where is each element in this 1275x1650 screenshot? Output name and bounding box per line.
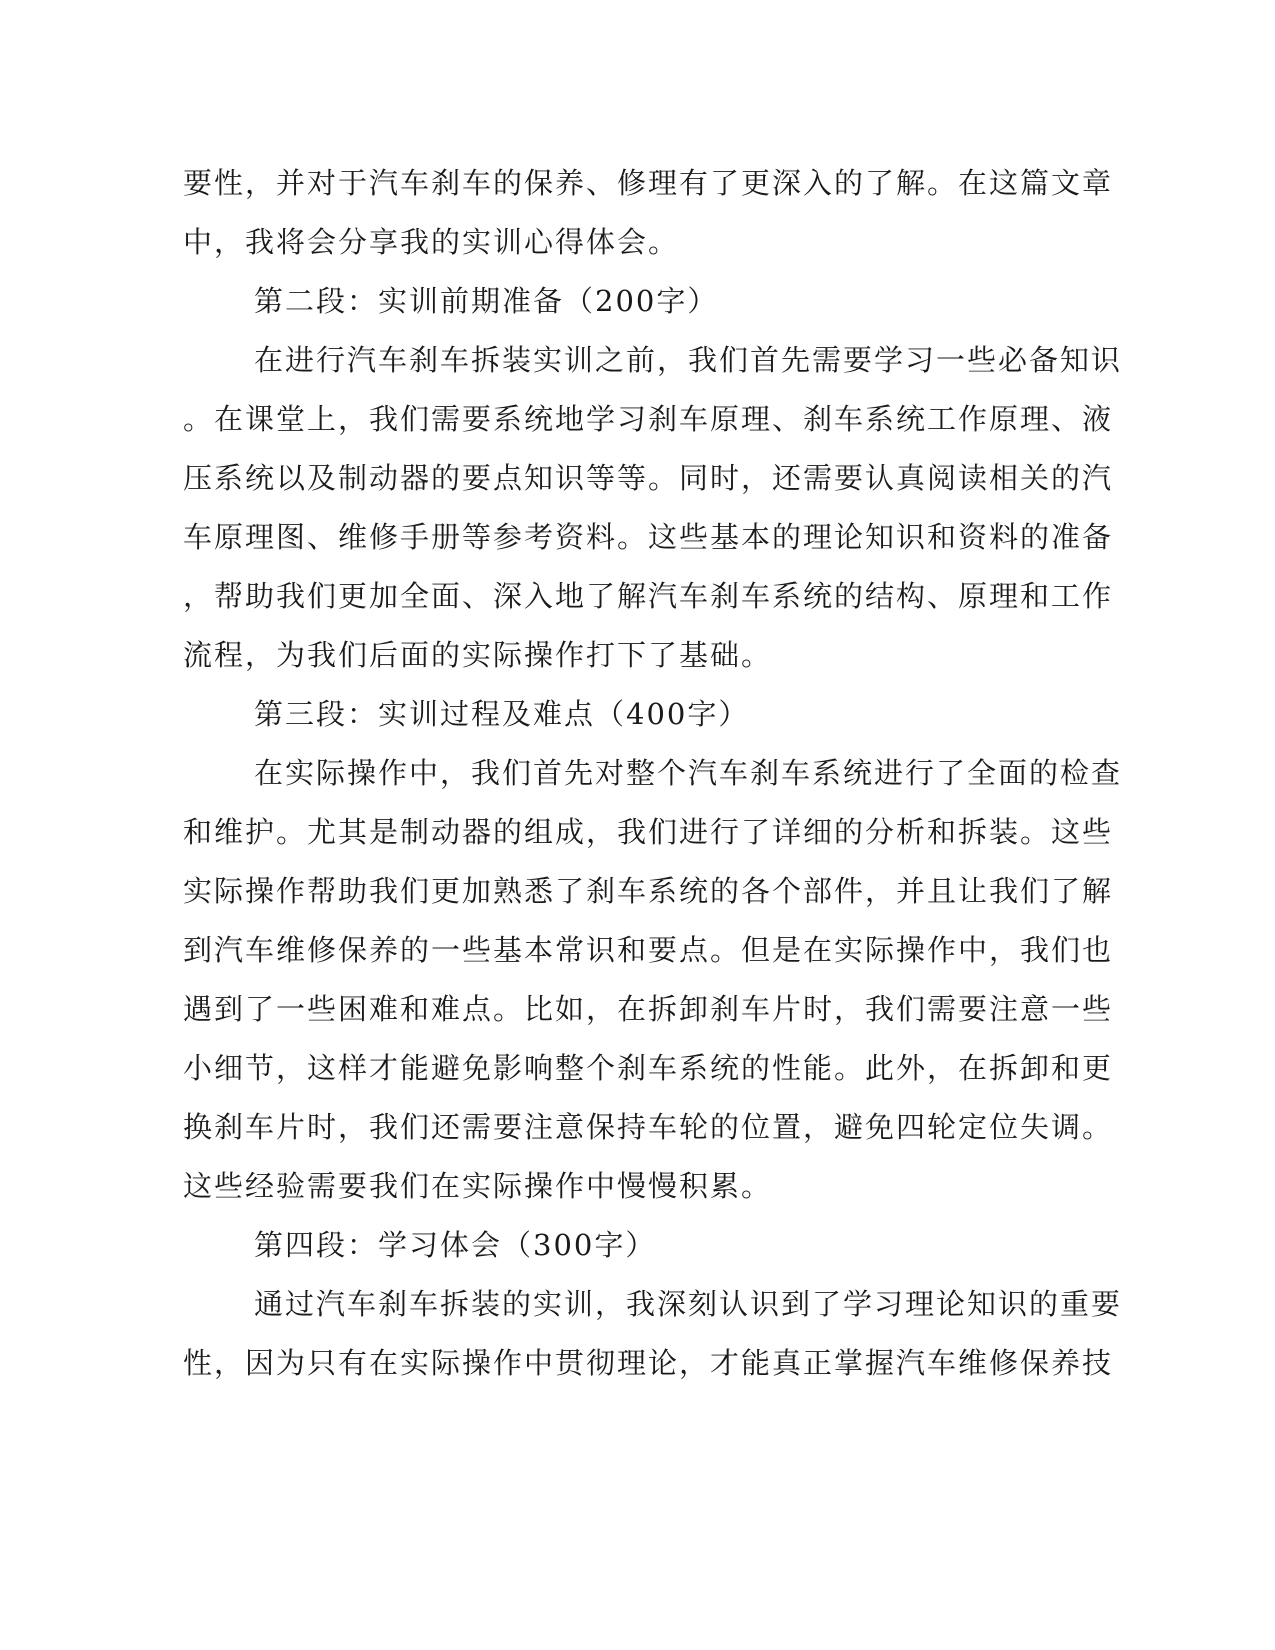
document-body (183, 154, 1123, 1393)
paragraph-line: 到汽车维修保养的一些基本常识和要点。但是在实际操作中，我们也 (183, 933, 1114, 967)
paragraph-line: 和维护。尤其是制动器的组成，我们进行了详细的分析和拆装。这些 (183, 815, 1114, 849)
paragraph-line: 小细节，这样才能避免影响整个刹车系统的性能。此外，在拆卸和更 (183, 1051, 1114, 1085)
section-heading: 第三段：实训过程及难点（400字） (254, 697, 750, 731)
paragraph-line: 通过汽车刹车拆装的实训，我深刻认识到了学习理论知识的重要 (254, 1287, 1123, 1321)
paragraph-line: 流程，为我们后面的实际操作打下了基础。 (183, 638, 773, 672)
paragraph-line: ，帮助我们更加全面、深入地了解汽车刹车系统的结构、原理和工作 (183, 579, 1114, 613)
paragraph-line: 遇到了一些困难和难点。比如，在拆卸刹车片时，我们需要注意一些 (183, 992, 1114, 1026)
section-heading: 第二段：实训前期准备（200字） (254, 284, 719, 318)
paragraph-line: 在实际操作中，我们首先对整个汽车刹车系统进行了全面的检查 (254, 756, 1123, 790)
section-heading: 第四段：学习体会（300字） (254, 1228, 657, 1262)
paragraph-line: 车原理图、维修手册等参考资料。这些基本的理论知识和资料的准备 (183, 520, 1114, 554)
paragraph-line: 实际操作帮助我们更加熟悉了刹车系统的各个部件，并且让我们了解 (183, 874, 1114, 908)
paragraph-line: 要性，并对于汽车刹车的保养、修理有了更深入的了解。在这篇文章 (183, 166, 1114, 200)
paragraph-line: 性，因为只有在实际操作中贯彻理论，才能真正掌握汽车维修保养技 (183, 1346, 1114, 1380)
paragraph-line: 中，我将会分享我的实训心得体会。 (183, 225, 680, 259)
paragraph-line: 压系统以及制动器的要点知识等等。同时，还需要认真阅读相关的汽 (183, 461, 1114, 495)
paragraph-line: 。在课堂上，我们需要系统地学习刹车原理、刹车系统工作原理、液 (183, 402, 1114, 436)
paragraph-line: 在进行汽车刹车拆装实训之前，我们首先需要学习一些必备知识 (254, 343, 1123, 377)
paragraph-line: 换刹车片时，我们还需要注意保持车轮的位置，避免四轮定位失调。 (183, 1110, 1114, 1144)
paragraph-line: 这些经验需要我们在实际操作中慢慢积累。 (183, 1169, 773, 1203)
